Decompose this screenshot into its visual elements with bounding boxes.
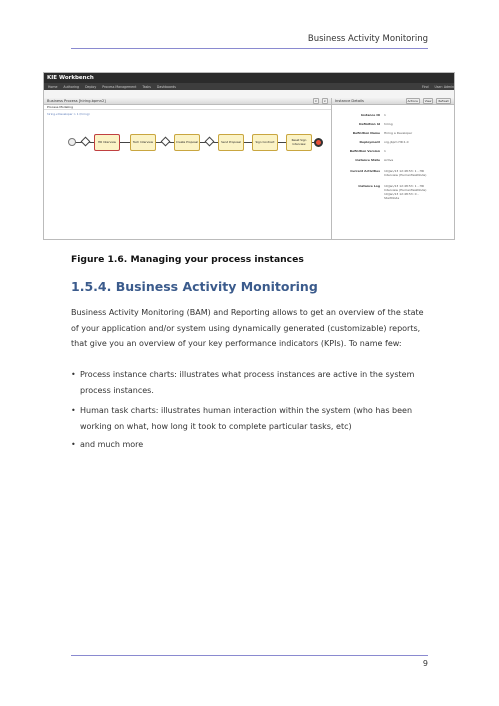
page-number: 9 [422, 659, 428, 668]
process-model-panel [44, 98, 332, 239]
task-node: Create Proposal [174, 134, 200, 151]
left-panel-title: Business Process [hiring.bpmn2] [47, 99, 106, 103]
running-header: Business Activity Monitoring [307, 34, 428, 44]
header-rule [71, 48, 428, 49]
detail-row: Instance ID 1 [360, 113, 386, 117]
menu-item[interactable]: Deploy [85, 84, 97, 89]
list-item: • Process instance charts: illustrates what process instances are active in the system process instances. [71, 367, 431, 398]
menu-item[interactable]: Home [48, 84, 58, 89]
menu-item-find[interactable]: Find [422, 84, 429, 89]
menu-item[interactable]: Process Management [102, 84, 137, 89]
figure-caption: Figure 1.6. Managing your process instances [71, 254, 304, 265]
workbench-screenshot [43, 72, 455, 240]
menu-item[interactable]: Tasks [142, 84, 151, 89]
list-item: • and much more [71, 437, 431, 453]
detail-row: Instance State Active [355, 158, 394, 162]
instance-details-panel [332, 98, 454, 239]
intro-paragraph: Business Activity Monitoring (BAM) and Reporting allows to get an overview of the state of your application and/or system using dynamically generated (customizable) reports, that give you an overview of your key performance indicators (KPIs). To name few: [71, 308, 424, 348]
menu-item[interactable]: Authoring [63, 84, 80, 89]
detail-row: Instance Log 10/Jan/13 12:48:53: 1 - HR Interview (HumanTaskNode) 10/Jan/13 12:48:53: 0 - StartNode [358, 184, 427, 200]
view-button[interactable]: View [424, 99, 432, 103]
footer-rule [71, 655, 428, 656]
process-diagram [68, 131, 323, 155]
menu-bar [44, 83, 454, 90]
gateway [205, 137, 215, 147]
task-node: Send Proposal [218, 134, 244, 151]
breadcrumb[interactable]: hiring.v.Developer > 1 (hiring) [47, 112, 90, 116]
bullet-icon: • [71, 370, 76, 379]
menu-item-user[interactable]: User: Admin [434, 84, 454, 89]
bullet-icon: • [71, 440, 76, 449]
list-item: • Human task charts: illustrates human interaction within the system (who has been working on what, how long it took to complete particular tasks, etc) [71, 403, 431, 434]
app-title: KIE Workbench [44, 73, 454, 83]
start-event [68, 138, 76, 146]
detail-row: Definition Name Hiring a Developer [352, 131, 413, 135]
bullet-icon: • [71, 406, 76, 415]
actions-button[interactable]: Actions [407, 99, 418, 103]
task-node: HR Interview [94, 134, 120, 151]
task-node: Tech Interview [130, 134, 156, 151]
detail-row: Definition Version 1 [349, 149, 386, 153]
gateway [161, 137, 171, 147]
refresh-button[interactable]: Refresh [438, 99, 449, 103]
task-node: Reset Sign Interview [286, 134, 312, 151]
gateway [81, 137, 91, 147]
detail-row: Current Activities 10/Jan/13 12:48:53: 1 - HR Interview (HumanTaskNode) [350, 169, 427, 177]
close-icon[interactable]: × [323, 99, 326, 103]
section-title: 1.5.4. Business Activity Monitoring [71, 279, 318, 294]
detail-row: Definition Id hiring [359, 122, 393, 126]
detail-row: Deployment org.jbpm:HR:1.0 [359, 140, 409, 144]
tab-process-modeling[interactable]: Process Modeling [44, 105, 331, 110]
task-node: Sign Contract [252, 134, 278, 151]
right-panel-title: Instance Details [335, 99, 364, 103]
panel-menu-button[interactable]: ▾ [315, 99, 317, 103]
end-event [314, 138, 323, 147]
menu-item[interactable]: Dashboards [156, 84, 176, 89]
